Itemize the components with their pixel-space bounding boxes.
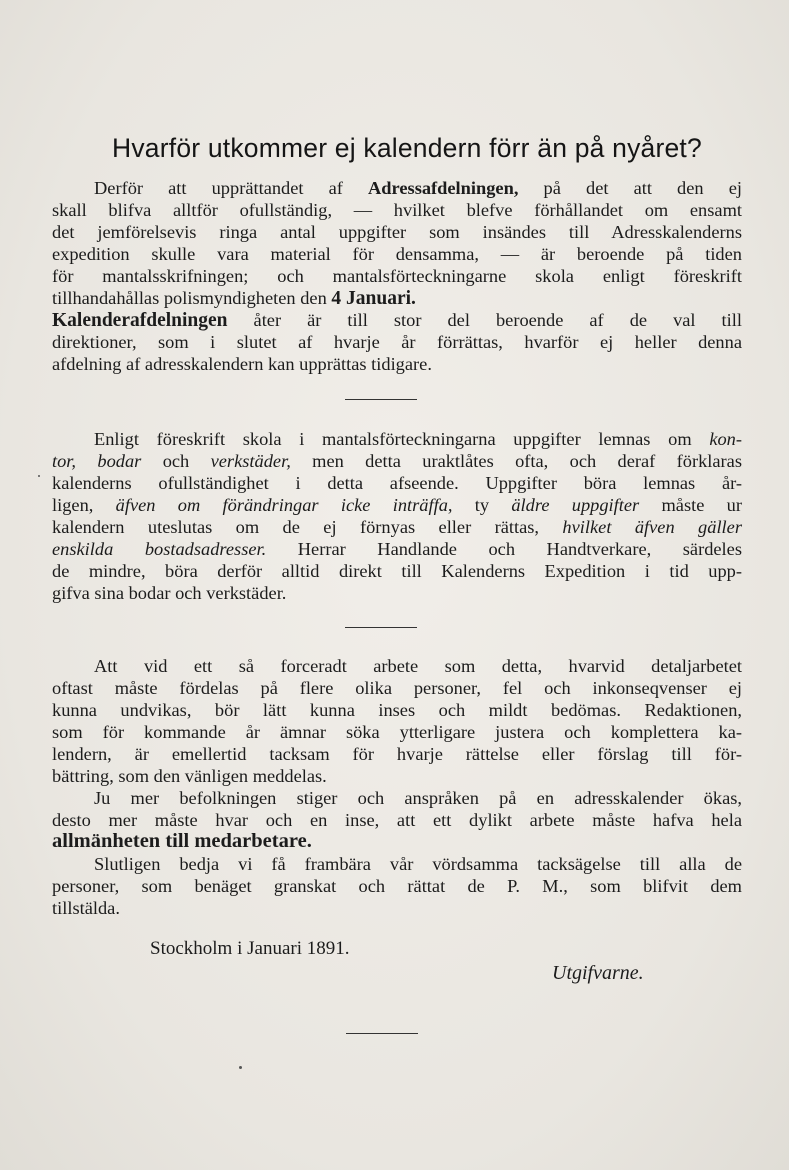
para1-line2: skall blifva alltför ofullständig, — hvilket blefve förhållandet om ensamt [52,200,742,220]
para1-line1: Derför att upprättandet af Adressafdelningen, på det att den ej [94,178,742,198]
para3-line4: som för kommande år ämnar söka ytterligare justera och komplettera ka- [52,722,742,742]
section-divider [345,627,417,628]
para2-line6: enskilda bostadsadresser. Herrar Handlande och Handtverkare, särdeles [52,539,742,559]
para1-line6: tillhandahållas polismyndigheten den 4 Januari. [52,288,416,309]
para3-line5: lendern, är emellertid tacksam för hvarje rättelse eller förslag till för- [52,744,742,764]
para3-line6: bättring, som den vänligen meddelas. [52,766,327,786]
para3-line1: Att vid ett så forceradt arbete som detta, hvarvid detaljarbetet [94,656,742,676]
section-divider [345,399,417,400]
place-date: Stockholm i Januari 1891. [150,938,350,959]
ink-speck [38,475,40,477]
kalenderafdelningen-term: Kalenderafdelningen [52,310,228,331]
date-emphasis: 4 Januari. [331,288,416,309]
para3-line2: oftast måste fördelas på flere olika personer, fel och inkonseqvenser ej [52,678,742,698]
ink-speck [239,1066,242,1069]
para2-line3: kalenderns ofullständighet i detta afseende. Uppgifter böra lemnas år- [52,473,742,493]
para1-line5: för mantalsskrifningen; och mantalsförteckningarne skola enligt föreskrift [52,266,742,286]
para2-line5: kalendern uteslutas om de ej förnyas eller rättas, hvilket äfven gäller [52,517,742,537]
para4-line3 [52,830,742,852]
para2-line4: ligen, äfven om förändringar icke inträffa, ty äldre uppgifter måste ur [52,495,742,515]
para5-line3: tillstälda. [52,898,120,918]
para1-line9: afdelning af adresskalendern kan upprättas tidigare. [52,354,432,374]
allmanheten-emphasis: allmänheten till medarbetare. [52,830,312,852]
para2-line7: de mindre, böra derför alltid direkt till Kalenderns Expedition i tid upp- [52,561,742,581]
page-title: Hvarför utkommer ej kalendern förr än på nyåret? [112,133,702,163]
para1-line3: det jemförelsevis ringa antal uppgifter som insändes till Adresskalenderns [52,222,742,242]
para1-line4: expedition skulle vara material för densamma, — är beroende på tiden [52,244,742,264]
para2-line8: gifva sina bodar och verkstäder. [52,583,287,603]
para4-line1: Ju mer befolkningen stiger och anspråken på en adresskalender ökas, [94,788,742,808]
para1-line8: direktioner, som i slutet af hvarje år förrättas, hvarför ej heller denna [52,332,742,352]
signature: Utgifvarne. [552,962,644,984]
para3-line3: kunna undvikas, bör lätt kunna inses och mildt bedömas. Redaktionen, [52,700,742,720]
para5-line1: Slutligen bedja vi få frambära vår vördsamma tacksägelse till alla de [94,854,742,874]
adressafdelningen-term: Adressafdelningen, [368,178,519,198]
bottom-divider [346,1033,418,1034]
para4-line2: desto mer måste hvar och en inse, att ett dylikt arbete måste hafva hela [52,810,742,830]
para5-line2: personer, som benäget granskat och rättat de P. M., som blifvit dem [52,876,742,896]
para1-line7: Kalenderafdelningen åter är till stor del beroende af de val till [52,310,742,331]
para2-line1: Enligt föreskrift skola i mantalsförteckningarna uppgifter lemnas om kon- [94,429,742,449]
para2-line2: tor, bodar och verkstäder, men detta uraktlåtes ofta, och deraf förklaras [52,451,742,471]
